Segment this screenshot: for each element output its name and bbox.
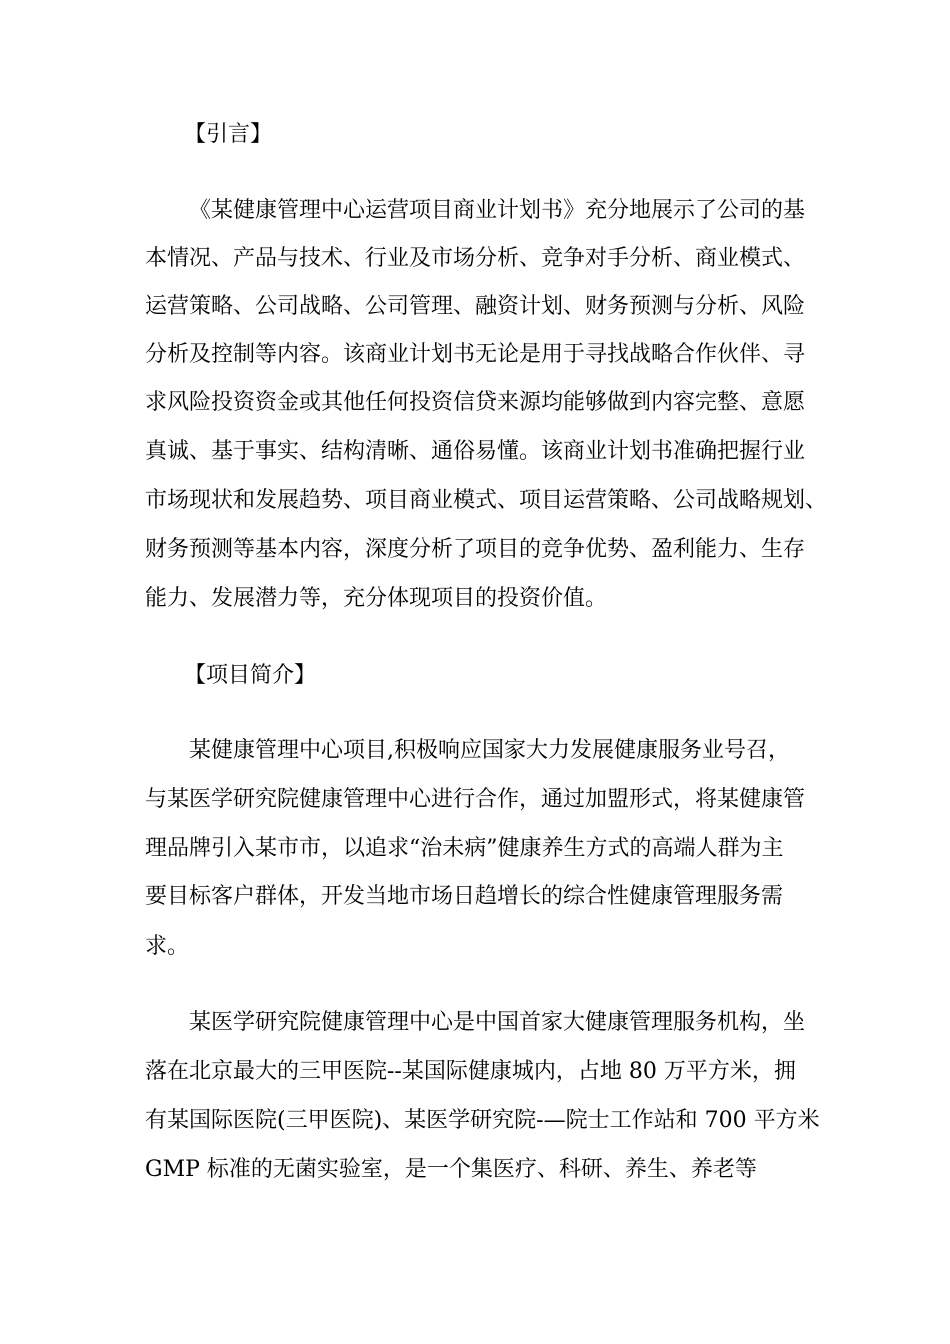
paragraph-line: 能力、发展潜力等，充分体现项目的投资价值。 [145,586,608,611]
section-heading-introduction: 【引言】 [184,122,273,147]
paragraph-line: 分析及控制等内容。该商业计划书无论是用于寻找战略合作伙伴、寻 [145,342,806,367]
paragraph-line: 落在北京最大的三甲医院--某国际健康城内，占地 80 万平方米，拥 [145,1059,796,1084]
paragraph-line: 求风险投资资金或其他任何投资信贷来源均能够做到内容完整、意愿 [145,390,806,415]
paragraph-line: 理品牌引入某市市，以追求“治未病”健康养生方式的高端人群为主 [145,836,784,861]
section-heading-project-overview: 【项目简介】 [184,663,317,688]
paragraph-line: 本情况、产品与技术、行业及市场分析、竞争对手分析、商业模式、 [145,246,806,271]
paragraph-line: 有某国际医院(三甲医院)、某医学研究院-—院士工作站和 700 平方米 [145,1108,820,1133]
paragraph-line: 财务预测等基本内容，深度分析了项目的竞争优势、盈利能力、生存 [145,537,806,562]
paragraph-line: 要目标客户群体，开发当地市场日趋增长的综合性健康管理服务需 [145,884,784,909]
paragraph-line: 某健康管理中心项目,积极响应国家大力发展健康服务业号召， [189,738,790,763]
paragraph-line: 真诚、基于事实、结构清晰、通俗易懂。该商业计划书准确把握行业 [145,439,806,464]
paragraph-line: 市场现状和发展趋势、项目商业模式、项目运营策略、公司战略规划、 [145,488,828,513]
paragraph-line: 运营策略、公司战略、公司管理、融资计划、财务预测与分析、风险 [145,294,806,319]
paragraph-line: 某医学研究院健康管理中心是中国首家大健康管理服务机构，坐 [189,1010,806,1035]
paragraph-line: 《某健康管理中心运营项目商业计划书》充分地展示了公司的基 [189,198,806,223]
paragraph-line: 求。 [145,934,190,959]
paragraph-line: 与某医学研究院健康管理中心进行合作，通过加盟形式，将某健康管 [145,787,806,812]
paragraph-line: GMP 标准的无菌实验室，是一个集医疗、科研、养生、养老等 [145,1157,757,1182]
